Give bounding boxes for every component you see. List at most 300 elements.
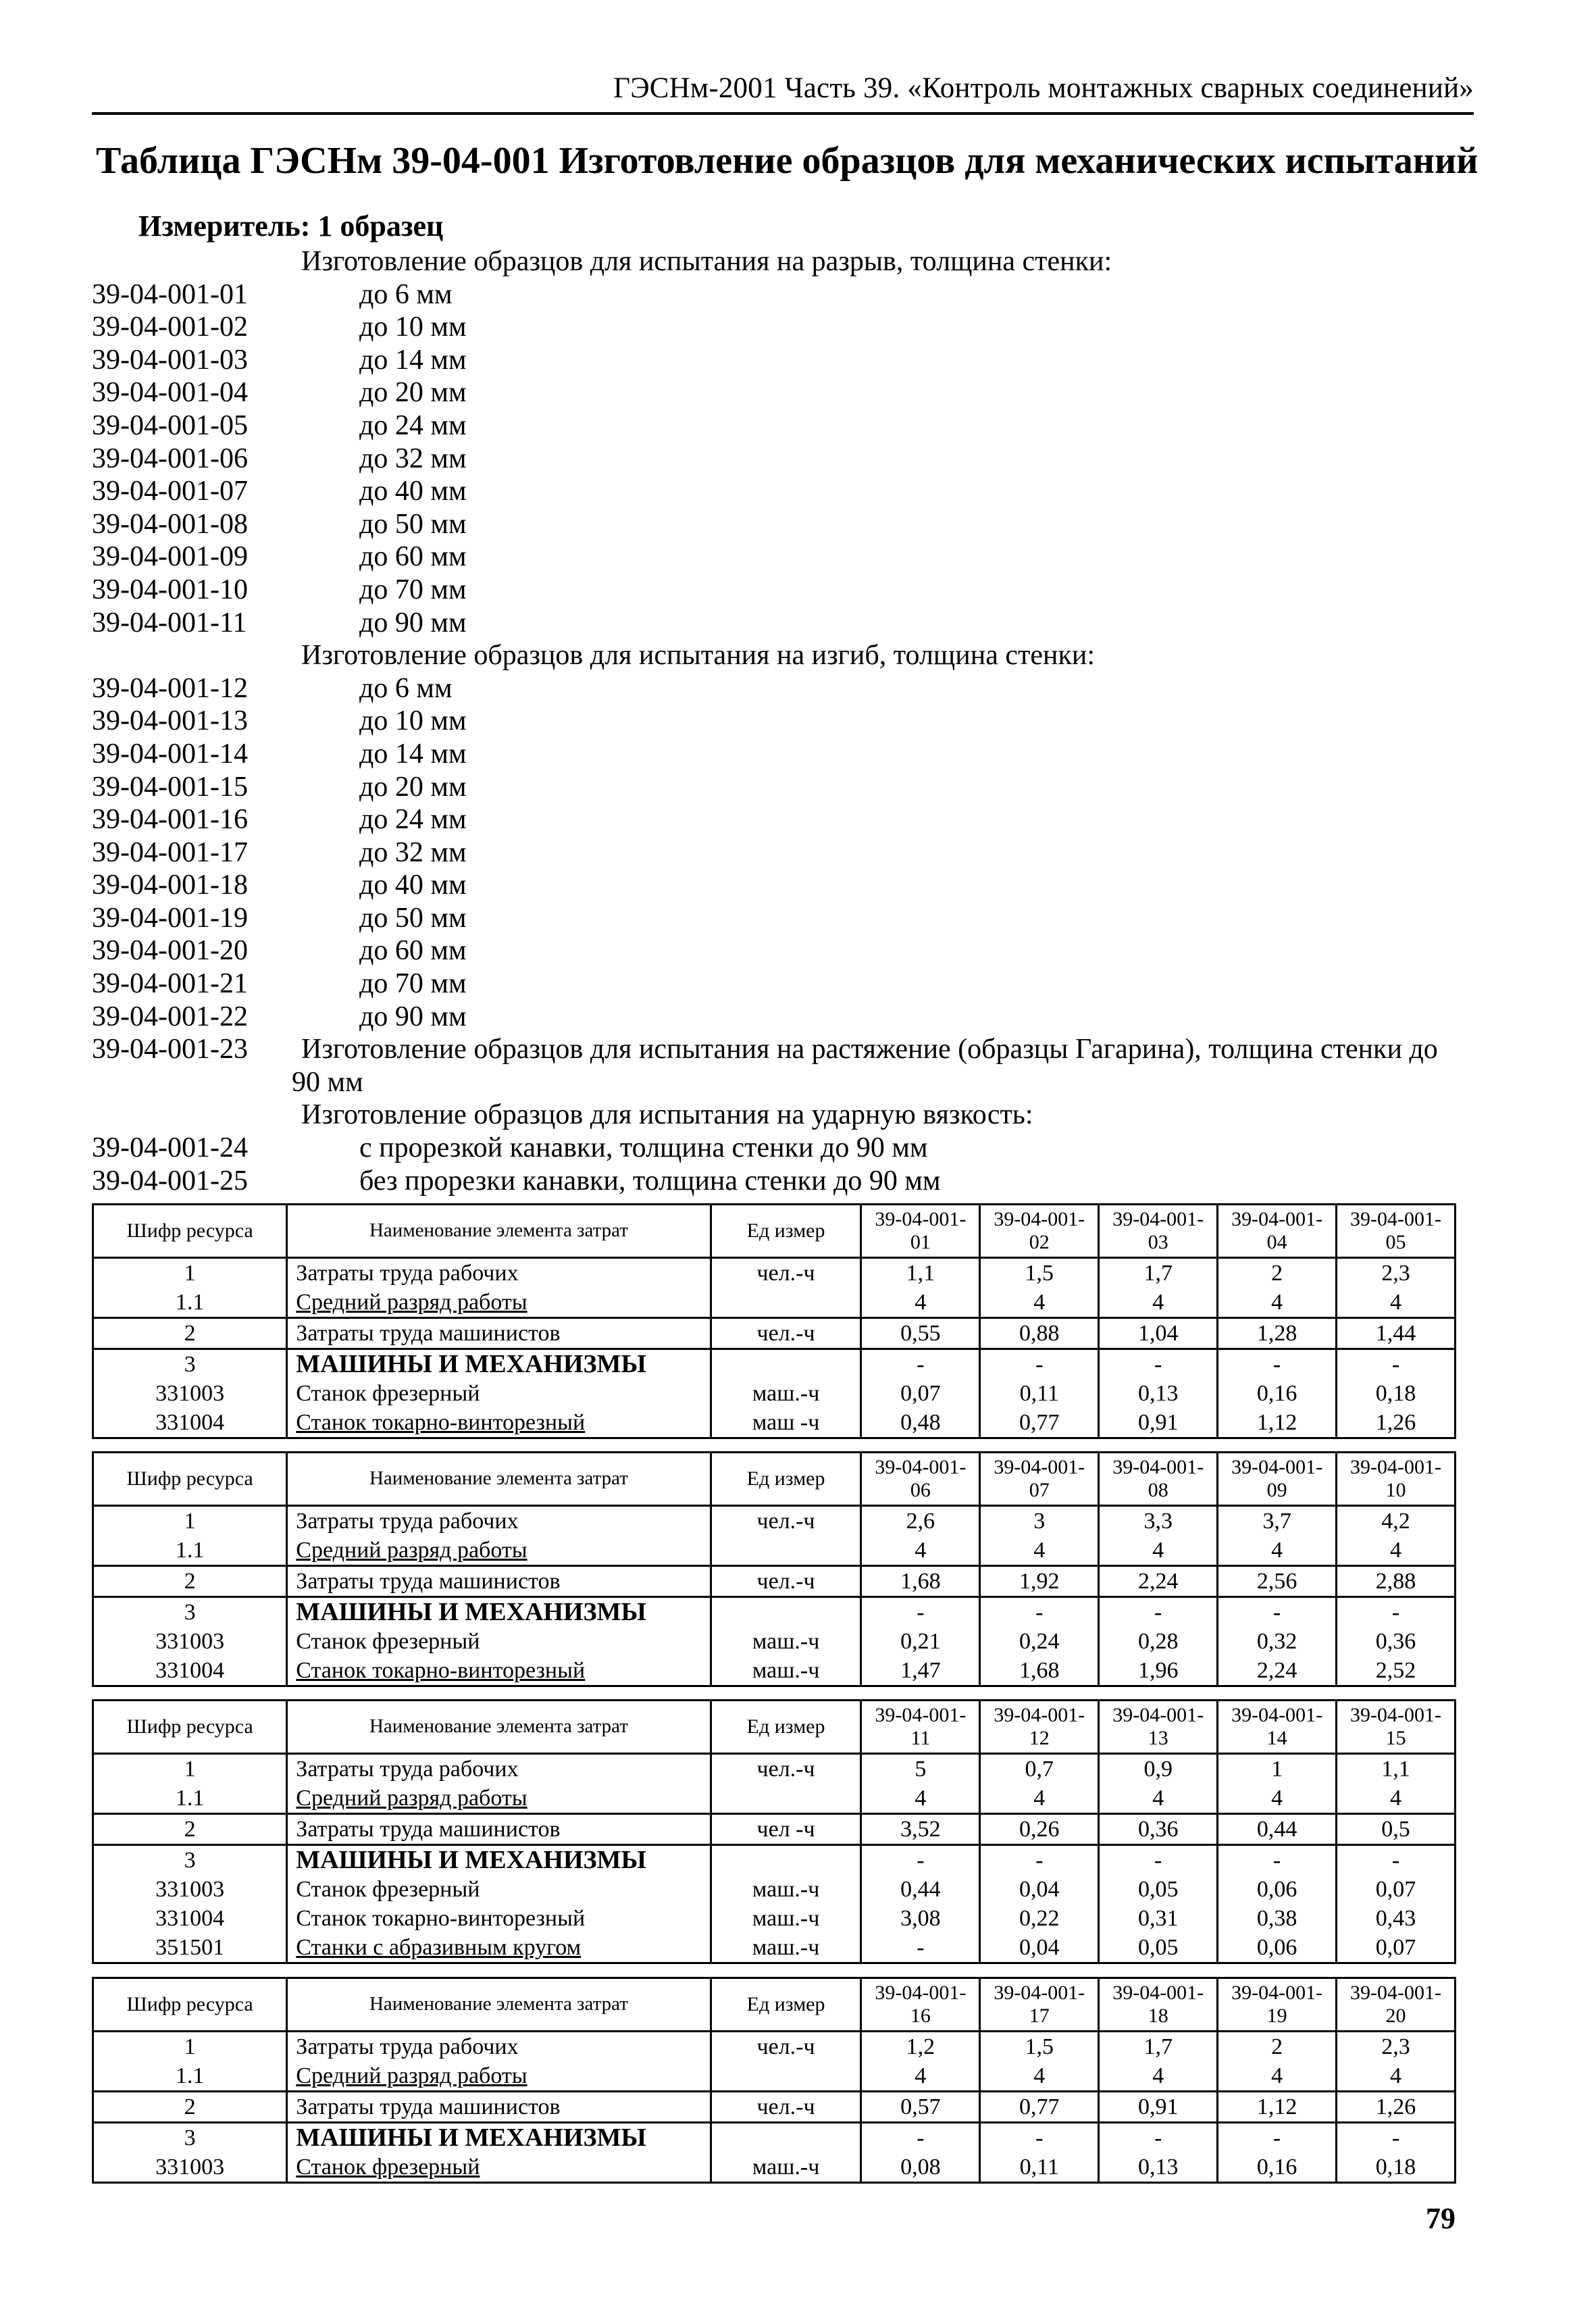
cell-value: 1,04 bbox=[1099, 1318, 1218, 1349]
cell-value: 1,92 bbox=[980, 1566, 1099, 1597]
norm-code: 39-04-001-23 bbox=[92, 1034, 248, 1065]
group-text: Изготовление образцов для испытания на ударную вязкость: bbox=[301, 1099, 1033, 1131]
norm-description: до 40 мм bbox=[359, 476, 467, 507]
cell-value: 0,05 bbox=[1099, 1875, 1218, 1904]
cell-value: 0,16 bbox=[1218, 2153, 1337, 2183]
cell-value: 0,36 bbox=[1337, 1627, 1456, 1656]
cell-value: 1,12 bbox=[1218, 2092, 1337, 2123]
cell-code: 331004 bbox=[93, 1904, 287, 1933]
header-norm-code: 39-04-001-03 bbox=[1099, 1205, 1218, 1258]
cell-unit bbox=[711, 2123, 861, 2153]
cell-name: Станок фрезерный bbox=[287, 1627, 711, 1656]
header-code: Шифр ресурса bbox=[93, 1453, 287, 1506]
cell-code: 1.1 bbox=[93, 1784, 287, 1814]
header-norm-code: 39-04-001-12 bbox=[980, 1701, 1099, 1754]
cell-unit: чел.-ч bbox=[711, 1566, 861, 1597]
list-item bbox=[92, 311, 1476, 344]
cell-value: - bbox=[861, 2123, 980, 2153]
norm-description: до 32 мм bbox=[359, 443, 467, 474]
cell-value: 1,26 bbox=[1337, 1408, 1456, 1438]
norm-description: Изготовление образцов для испытания на растяжение (образцы Гагарина), толщина стенки до bbox=[301, 1034, 1438, 1065]
table-row bbox=[93, 1627, 1456, 1656]
norm-code: 39-04-001-03 bbox=[92, 344, 248, 376]
list-item bbox=[92, 443, 1476, 476]
cell-value: 0,44 bbox=[861, 1875, 980, 1904]
table-row bbox=[93, 1379, 1456, 1408]
norm-description: до 70 мм bbox=[359, 968, 467, 1000]
norm-description: до 14 мм bbox=[359, 344, 467, 376]
cell-value: 3,3 bbox=[1099, 1506, 1218, 1536]
cell-unit: чел.-ч bbox=[711, 1318, 861, 1349]
cell-unit: маш -ч bbox=[711, 1408, 861, 1438]
list-group-heading bbox=[92, 639, 1476, 672]
cell-code: 331003 bbox=[93, 2153, 287, 2183]
cell-code: 1.1 bbox=[93, 2061, 287, 2092]
cell-code: 3 bbox=[93, 2123, 287, 2153]
cell-value: 0,43 bbox=[1337, 1904, 1456, 1933]
norm-description: до 50 мм bbox=[359, 508, 467, 540]
list-item bbox=[92, 1132, 1476, 1165]
cell-value: 0,77 bbox=[980, 1408, 1099, 1438]
cell-code: 2 bbox=[93, 1814, 287, 1845]
cell-value: 0,9 bbox=[1099, 1754, 1218, 1784]
cell-name: Средний разряд работы bbox=[287, 1536, 711, 1566]
cell-value: 2 bbox=[1218, 1258, 1337, 1288]
norm-code: 39-04-001-12 bbox=[92, 672, 248, 704]
list-item bbox=[92, 409, 1476, 443]
list-item bbox=[92, 967, 1476, 1001]
cell-unit: маш.-ч bbox=[711, 1904, 861, 1933]
cell-value: 0,06 bbox=[1218, 1933, 1337, 1963]
cell-value: 1,47 bbox=[861, 1656, 980, 1686]
cell-value: 0,91 bbox=[1099, 1408, 1218, 1438]
cell-value: 0,07 bbox=[1337, 1875, 1456, 1904]
list-item bbox=[92, 771, 1476, 804]
resource-table bbox=[92, 1451, 1456, 1687]
cell-value: 4 bbox=[980, 1784, 1099, 1814]
cell-value: 4 bbox=[1099, 1536, 1218, 1566]
norm-code: 39-04-001-19 bbox=[92, 902, 248, 934]
cell-value: 0,05 bbox=[1099, 1933, 1218, 1963]
norm-description: до 60 мм bbox=[359, 541, 467, 573]
cell-value: 4 bbox=[1099, 2061, 1218, 2092]
norm-description: с прорезкой канавки, толщина стенки до 90 мм bbox=[359, 1132, 928, 1164]
norm-code: 39-04-001-13 bbox=[92, 705, 248, 737]
list-item bbox=[92, 738, 1476, 771]
cell-value: 0,11 bbox=[980, 1379, 1099, 1408]
resource-table bbox=[92, 1977, 1456, 2184]
header-norm-code: 39-04-001-01 bbox=[861, 1205, 980, 1258]
header-norm-code: 39-04-001-18 bbox=[1099, 1978, 1218, 2032]
header-code: Шифр ресурса bbox=[93, 1701, 287, 1754]
cell-value: 4 bbox=[1099, 1784, 1218, 1814]
header-unit: Ед измер bbox=[711, 1701, 861, 1754]
cell-value: 0,44 bbox=[1218, 1814, 1337, 1845]
table-row bbox=[93, 2061, 1456, 2092]
meter-label: Измеритель: bbox=[138, 209, 311, 243]
norm-description: до 32 мм bbox=[359, 836, 467, 868]
cell-unit: маш.-ч bbox=[711, 2153, 861, 2183]
cell-unit bbox=[711, 1288, 861, 1318]
cell-value: 4 bbox=[1218, 1288, 1337, 1318]
cell-code: 3 bbox=[93, 1597, 287, 1628]
cell-value: - bbox=[861, 1597, 980, 1628]
table-row bbox=[93, 1506, 1456, 1536]
norm-code: 39-04-001-20 bbox=[92, 935, 248, 967]
list-item-continuation bbox=[92, 1066, 1476, 1099]
norm-description: до 24 мм bbox=[359, 804, 467, 836]
header-norm-code: 39-04-001-20 bbox=[1337, 1978, 1456, 2032]
list-item bbox=[92, 574, 1476, 607]
cell-unit: чел -ч bbox=[711, 1814, 861, 1845]
cell-value: 0,88 bbox=[980, 1318, 1099, 1349]
cell-unit bbox=[711, 1845, 861, 1876]
table-row bbox=[93, 2123, 1456, 2153]
cell-value: 2 bbox=[1218, 2032, 1337, 2062]
cell-value: 0,77 bbox=[980, 2092, 1099, 2123]
table-row bbox=[93, 1933, 1456, 1963]
cell-value: 2,88 bbox=[1337, 1566, 1456, 1597]
cell-unit bbox=[711, 1536, 861, 1566]
cell-name: Затраты труда машинистов bbox=[287, 1566, 711, 1597]
cell-name: Затраты труда рабочих bbox=[287, 2032, 711, 2062]
cell-value: 1,12 bbox=[1218, 1408, 1337, 1438]
header-norm-code: 39-04-001-02 bbox=[980, 1205, 1099, 1258]
norm-description: до 20 мм bbox=[359, 377, 467, 409]
cell-value: 0,21 bbox=[861, 1627, 980, 1656]
norm-description: до 6 мм bbox=[359, 672, 453, 704]
cell-value: 2,56 bbox=[1218, 1566, 1337, 1597]
header-norm-code: 39-04-001-06 bbox=[861, 1453, 980, 1506]
table-row bbox=[93, 2092, 1456, 2123]
header-norm-code: 39-04-001-15 bbox=[1337, 1701, 1456, 1754]
cell-value: - bbox=[1337, 1845, 1456, 1876]
cell-value: 4 bbox=[861, 1536, 980, 1566]
header-code: Шифр ресурса bbox=[93, 1978, 287, 2032]
cell-value: 4 bbox=[980, 1288, 1099, 1318]
cell-value: 4 bbox=[1218, 1784, 1337, 1814]
cell-value: 2,3 bbox=[1337, 2032, 1456, 2062]
cell-value: 1,7 bbox=[1099, 1258, 1218, 1288]
cell-value: 1,1 bbox=[861, 1258, 980, 1288]
cell-value: - bbox=[1218, 1845, 1337, 1876]
header-norm-code: 39-04-001-04 bbox=[1218, 1205, 1337, 1258]
cell-unit: чел.-ч bbox=[711, 1258, 861, 1288]
cell-value: 0,57 bbox=[861, 2092, 980, 2123]
cell-code: 3 bbox=[93, 1845, 287, 1876]
cell-value: 4 bbox=[1337, 1288, 1456, 1318]
norm-description: до 40 мм bbox=[359, 870, 467, 901]
list-item bbox=[92, 1001, 1476, 1034]
cell-name: Затраты труда рабочих bbox=[287, 1754, 711, 1784]
cell-unit: маш.-ч bbox=[711, 1627, 861, 1656]
cell-value: - bbox=[1099, 1845, 1218, 1876]
cell-value: - bbox=[980, 1845, 1099, 1876]
norm-code: 39-04-001-24 bbox=[92, 1132, 248, 1164]
cell-name: Затраты труда рабочих bbox=[287, 1258, 711, 1288]
cell-value: 4 bbox=[1218, 2061, 1337, 2092]
cell-unit: чел.-ч bbox=[711, 1506, 861, 1536]
cell-unit: чел.-ч bbox=[711, 2032, 861, 2062]
norm-description: без прорезки канавки, толщина стенки до 90 мм bbox=[359, 1165, 941, 1197]
norm-description: до 10 мм bbox=[359, 705, 467, 737]
cell-code: 1.1 bbox=[93, 1536, 287, 1566]
cell-value: 4 bbox=[861, 2061, 980, 2092]
cell-value: 0,22 bbox=[980, 1904, 1099, 1933]
norm-code: 39-04-001-14 bbox=[92, 738, 248, 770]
cell-value: - bbox=[861, 1845, 980, 1876]
cell-code: 331004 bbox=[93, 1408, 287, 1438]
cell-code: 331003 bbox=[93, 1627, 287, 1656]
cell-value: 3,52 bbox=[861, 1814, 980, 1845]
table-row bbox=[93, 1656, 1456, 1686]
cell-value: 4 bbox=[1337, 1784, 1456, 1814]
cell-unit bbox=[711, 1784, 861, 1814]
cell-unit bbox=[711, 1349, 861, 1380]
norm-code: 39-04-001-18 bbox=[92, 870, 248, 901]
cell-name: Средний разряд работы bbox=[287, 1784, 711, 1814]
cell-value: 4 bbox=[1337, 1536, 1456, 1566]
cell-code: 1 bbox=[93, 1506, 287, 1536]
cell-value: - bbox=[861, 1933, 980, 1963]
cell-value: 0,7 bbox=[980, 1754, 1099, 1784]
cell-code: 1 bbox=[93, 1258, 287, 1288]
list-item bbox=[92, 1165, 1476, 1198]
cell-value: 1,2 bbox=[861, 2032, 980, 2062]
header-norm-code: 39-04-001-11 bbox=[861, 1701, 980, 1754]
list-item bbox=[92, 475, 1476, 508]
norm-description: до 60 мм bbox=[359, 935, 467, 967]
cell-unit bbox=[711, 2061, 861, 2092]
cell-value: 0,26 bbox=[980, 1814, 1099, 1845]
norm-code: 39-04-001-09 bbox=[92, 541, 248, 573]
cell-value: 0,08 bbox=[861, 2153, 980, 2183]
page-number: 79 bbox=[1426, 2202, 1456, 2235]
cell-unit bbox=[711, 1597, 861, 1628]
table-row bbox=[93, 2032, 1456, 2062]
cell-value: 0,16 bbox=[1218, 1379, 1337, 1408]
cell-value: 0,04 bbox=[980, 1875, 1099, 1904]
list-item bbox=[92, 508, 1476, 541]
norm-description: до 10 мм bbox=[359, 311, 467, 343]
cell-value: 0,11 bbox=[980, 2153, 1099, 2183]
cell-value: 1,5 bbox=[980, 2032, 1099, 2062]
norm-code: 39-04-001-06 bbox=[92, 443, 248, 474]
cell-value: 1 bbox=[1218, 1754, 1337, 1784]
resource-table bbox=[92, 1203, 1456, 1439]
cell-value: 0,13 bbox=[1099, 2153, 1218, 2183]
list-item bbox=[92, 705, 1476, 738]
cell-code: 331003 bbox=[93, 1875, 287, 1904]
norm-code: 39-04-001-07 bbox=[92, 476, 248, 507]
norm-code: 39-04-001-25 bbox=[92, 1165, 248, 1197]
cell-value: 0,28 bbox=[1099, 1627, 1218, 1656]
cell-value: - bbox=[1218, 1597, 1337, 1628]
cell-name: Затраты труда машинистов bbox=[287, 1318, 711, 1349]
cell-name: Станок фрезерный bbox=[287, 1875, 711, 1904]
cell-value: 2,24 bbox=[1218, 1656, 1337, 1686]
list-item bbox=[92, 869, 1476, 902]
cell-name: Станки с абразивным кругом bbox=[287, 1933, 711, 1963]
list-item bbox=[92, 540, 1476, 574]
cell-name: Станок фрезерный bbox=[287, 1379, 711, 1408]
norm-code: 39-04-001-04 bbox=[92, 377, 248, 409]
cell-value: 4 bbox=[980, 2061, 1099, 2092]
cell-value: 0,31 bbox=[1099, 1904, 1218, 1933]
cell-code: 1 bbox=[93, 2032, 287, 2062]
header-norm-code: 39-04-001-13 bbox=[1099, 1701, 1218, 1754]
cell-value: 0,07 bbox=[1337, 1933, 1456, 1963]
cell-value: 0,06 bbox=[1218, 1875, 1337, 1904]
norm-description-continuation: 90 мм bbox=[292, 1066, 363, 1098]
cell-name: Средний разряд работы bbox=[287, 2061, 711, 2092]
header-name: Наименование элемента затрат bbox=[287, 1205, 711, 1258]
table-row bbox=[93, 1349, 1456, 1380]
group-text: Изготовление образцов для испытания на изгиб, толщина стенки: bbox=[301, 640, 1096, 672]
norm-description: до 24 мм bbox=[359, 409, 467, 441]
cell-value: - bbox=[1099, 2123, 1218, 2153]
header-norm-code: 39-04-001-10 bbox=[1337, 1453, 1456, 1506]
cell-value: - bbox=[1099, 1349, 1218, 1380]
cell-value: 3 bbox=[980, 1506, 1099, 1536]
cell-value: 5 bbox=[861, 1754, 980, 1784]
header-name: Наименование элемента затрат bbox=[287, 1453, 711, 1506]
list-item bbox=[92, 836, 1476, 870]
norm-code: 39-04-001-02 bbox=[92, 311, 248, 343]
norm-code: 39-04-001-15 bbox=[92, 771, 248, 803]
table-row bbox=[93, 1754, 1456, 1784]
list-group-heading bbox=[92, 245, 1476, 278]
cell-value: 0,13 bbox=[1099, 1379, 1218, 1408]
header-norm-code: 39-04-001-16 bbox=[861, 1978, 980, 2032]
table-row bbox=[93, 2153, 1456, 2183]
norm-description: до 50 мм bbox=[359, 902, 467, 934]
cell-code: 2 bbox=[93, 1318, 287, 1349]
header-rule bbox=[92, 112, 1474, 115]
cell-unit: чел.-ч bbox=[711, 2092, 861, 2123]
header-code: Шифр ресурса bbox=[93, 1205, 287, 1258]
cell-value: 0,48 bbox=[861, 1408, 980, 1438]
cell-value: - bbox=[1337, 2123, 1456, 2153]
header-norm-code: 39-04-001-17 bbox=[980, 1978, 1099, 2032]
cell-value: 4 bbox=[1099, 1288, 1218, 1318]
header-norm-code: 39-04-001-05 bbox=[1337, 1205, 1456, 1258]
table-row bbox=[93, 1258, 1456, 1288]
cell-name: МАШИНЫ И МЕХАНИЗМЫ bbox=[287, 2123, 711, 2153]
cell-value: 2,24 bbox=[1099, 1566, 1218, 1597]
header-norm-code: 39-04-001-07 bbox=[980, 1453, 1099, 1506]
header-norm-code: 39-04-001-09 bbox=[1218, 1453, 1337, 1506]
cell-value: 1,5 bbox=[980, 1258, 1099, 1288]
cell-value: 1,96 bbox=[1099, 1656, 1218, 1686]
cell-value: - bbox=[1337, 1349, 1456, 1380]
cell-value: 1,68 bbox=[980, 1656, 1099, 1686]
table-row bbox=[93, 1288, 1456, 1318]
cell-value: 2,3 bbox=[1337, 1258, 1456, 1288]
norm-description: до 70 мм bbox=[359, 574, 467, 605]
table-row bbox=[93, 1904, 1456, 1933]
list-item bbox=[92, 902, 1476, 935]
cell-value: - bbox=[980, 2123, 1099, 2153]
cell-value: - bbox=[1218, 1349, 1337, 1380]
cell-unit: маш.-ч bbox=[711, 1656, 861, 1686]
table-row bbox=[93, 1814, 1456, 1845]
cell-value: 4 bbox=[1218, 1536, 1337, 1566]
cell-code: 331004 bbox=[93, 1656, 287, 1686]
cell-unit: маш.-ч bbox=[711, 1933, 861, 1963]
header-norm-code: 39-04-001-08 bbox=[1099, 1453, 1218, 1506]
header-norm-code: 39-04-001-19 bbox=[1218, 1978, 1337, 2032]
cell-value: 4 bbox=[861, 1288, 980, 1318]
cell-value: - bbox=[1099, 1597, 1218, 1628]
norm-description: до 20 мм bbox=[359, 771, 467, 803]
meter-line bbox=[138, 209, 443, 243]
cell-value: 4 bbox=[861, 1784, 980, 1814]
cell-value: 3,08 bbox=[861, 1904, 980, 1933]
cell-value: 1,28 bbox=[1218, 1318, 1337, 1349]
cell-name: Станок токарно-винторезный bbox=[287, 1904, 711, 1933]
cell-value: 0,55 bbox=[861, 1318, 980, 1349]
cell-value: - bbox=[1337, 1597, 1456, 1628]
cell-code: 3 bbox=[93, 1349, 287, 1380]
header-unit: Ед измер bbox=[711, 1205, 861, 1258]
running-header: ГЭСНм-2001 Часть 39. «Контроль монтажных сварных соединений» bbox=[613, 72, 1474, 104]
cell-name: Станок токарно-винторезный bbox=[287, 1656, 711, 1686]
table-row bbox=[93, 1408, 1456, 1438]
cell-value: 0,32 bbox=[1218, 1627, 1337, 1656]
list-item bbox=[92, 278, 1476, 311]
header-norm-code: 39-04-001-14 bbox=[1218, 1701, 1337, 1754]
meter-value: 1 образец bbox=[317, 209, 444, 243]
cell-name: МАШИНЫ И МЕХАНИЗМЫ bbox=[287, 1597, 711, 1628]
cell-value: 0,04 bbox=[980, 1933, 1099, 1963]
table-row bbox=[93, 1536, 1456, 1566]
cell-value: 0,5 bbox=[1337, 1814, 1456, 1845]
header-name: Наименование элемента затрат bbox=[287, 1701, 711, 1754]
cell-value: 1,26 bbox=[1337, 2092, 1456, 2123]
cell-value: 0,18 bbox=[1337, 1379, 1456, 1408]
cell-value: 3,7 bbox=[1218, 1506, 1337, 1536]
table-row bbox=[93, 1845, 1456, 1876]
cell-code: 1.1 bbox=[93, 1288, 287, 1318]
cell-code: 351501 bbox=[93, 1933, 287, 1963]
cell-value: 0,38 bbox=[1218, 1904, 1337, 1933]
header-unit: Ед измер bbox=[711, 1453, 861, 1506]
table-row bbox=[93, 1318, 1456, 1349]
list-item bbox=[92, 1033, 1476, 1066]
cell-value: 0,36 bbox=[1099, 1814, 1218, 1845]
cell-unit: маш.-ч bbox=[711, 1379, 861, 1408]
cell-value: 4 bbox=[1337, 2061, 1456, 2092]
header-name: Наименование элемента затрат bbox=[287, 1978, 711, 2032]
list-item bbox=[92, 607, 1476, 640]
norm-description: до 14 мм bbox=[359, 738, 467, 770]
norm-code: 39-04-001-08 bbox=[92, 508, 248, 540]
list-item bbox=[92, 803, 1476, 836]
cell-code: 331003 bbox=[93, 1379, 287, 1408]
table-row bbox=[93, 1875, 1456, 1904]
cell-value: - bbox=[1218, 2123, 1337, 2153]
cell-code: 1 bbox=[93, 1754, 287, 1784]
norm-code: 39-04-001-05 bbox=[92, 409, 248, 441]
cell-name: Станок фрезерный bbox=[287, 2153, 711, 2183]
norm-description: до 6 мм bbox=[359, 278, 453, 310]
table-row bbox=[93, 1784, 1456, 1814]
cell-name: Средний разряд работы bbox=[287, 1288, 711, 1318]
norm-code: 39-04-001-21 bbox=[92, 968, 248, 1000]
cell-unit: чел.-ч bbox=[711, 1754, 861, 1784]
norm-code: 39-04-001-10 bbox=[92, 574, 248, 605]
